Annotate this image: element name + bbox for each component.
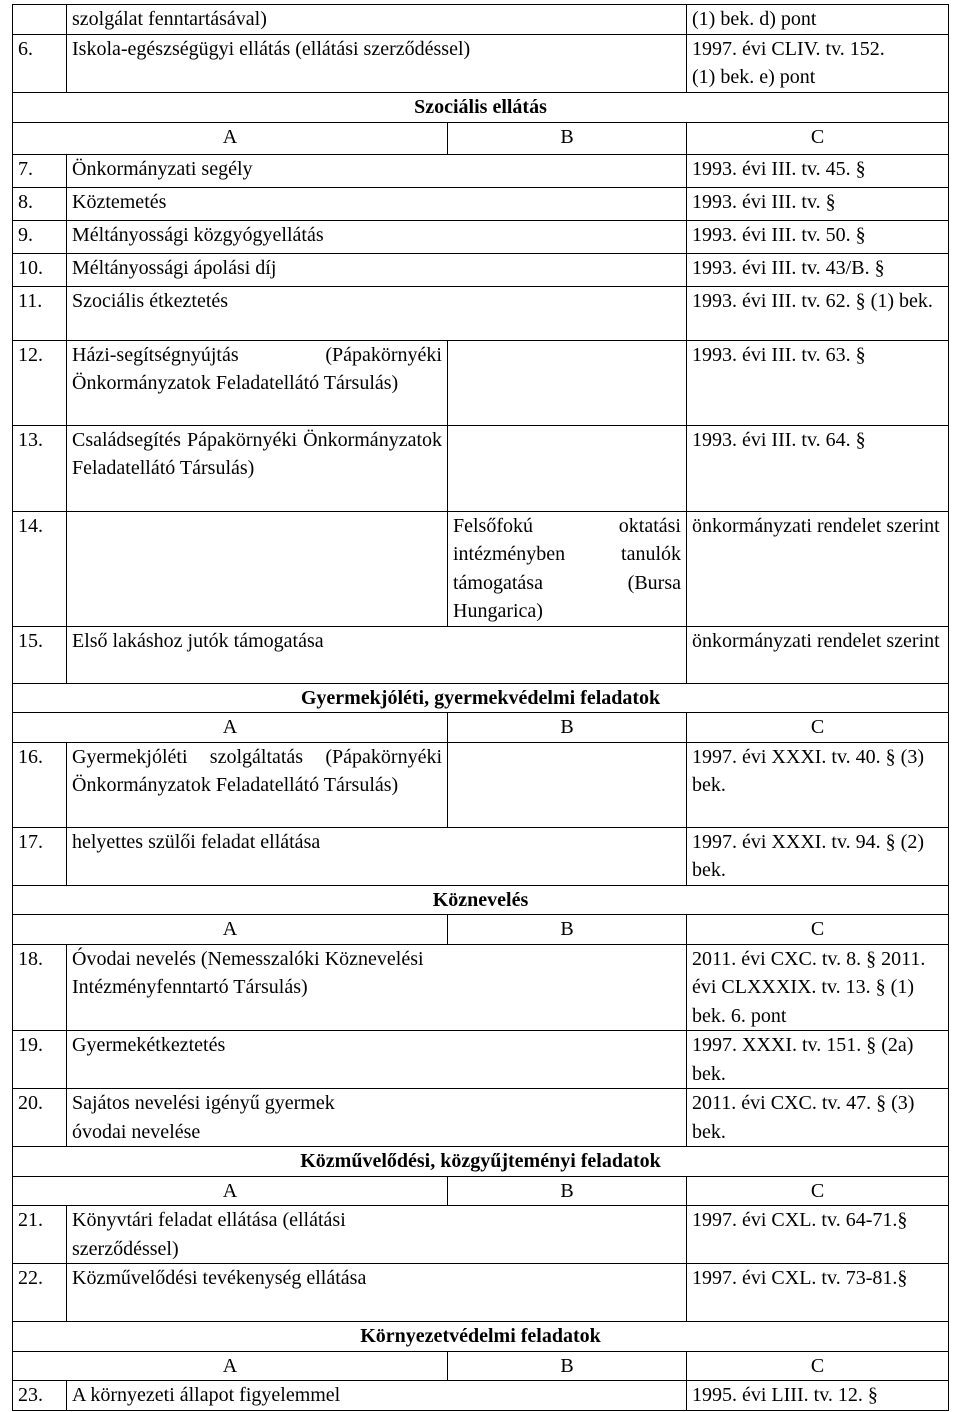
row-description: Méltányossági ápolási díj (67, 253, 687, 286)
column-header-row (13, 713, 949, 743)
row-legal-reference: önkormányzati rendelet szerint (687, 626, 949, 683)
row-legal-reference: 1993. évi III. tv. § (687, 187, 949, 220)
row-description: helyettes szülői feladat ellátása (67, 827, 687, 885)
column-header-a: A (13, 1176, 448, 1206)
table-row (13, 425, 949, 511)
column-header-c: C (687, 1351, 949, 1381)
section-title: Köznevelés (13, 885, 949, 915)
row-legal-reference: 1993. évi III. tv. 45. § (687, 154, 949, 187)
row-description: Iskola-egészségügyi ellátás (ellátási szerződéssel) (67, 34, 687, 92)
row-description: Házi-segítségnyújtás (Pápakörnyéki Önkormányzatok Feladatellátó Társulás) (67, 340, 448, 425)
legal-reference-line: (1) bek. e) pont (692, 66, 816, 88)
row-description: Felsőfokú oktatási intézményben tanulók támogatása (Bursa Hungarica) (448, 511, 687, 626)
row-legal-reference: 1993. évi III. tv. 64. § (687, 425, 949, 511)
row-number: 20. (13, 1089, 67, 1147)
column-header-c: C (687, 1176, 949, 1206)
row-description: A környezeti állapot figyelemmel (67, 1381, 687, 1411)
row-number: 14. (13, 511, 67, 626)
row-number: 15. (13, 626, 67, 683)
row-description: Első lakáshoz jutók támogatása (67, 626, 687, 683)
row-number: 22. (13, 1264, 67, 1322)
column-header-row (13, 1176, 949, 1206)
row-description: Köztemetés (67, 187, 687, 220)
column-header-a: A (13, 915, 448, 945)
row-legal-reference: 1997. évi XXXI. tv. 94. § (2) bek. (687, 827, 949, 885)
section-heading-row (13, 1322, 949, 1352)
row-description: Közművelődési tevékenység ellátása (67, 1264, 687, 1322)
section-heading-row (13, 683, 949, 713)
row-empty (67, 511, 448, 626)
row-legal-reference (687, 34, 949, 92)
section-heading-row (13, 885, 949, 915)
row-description: Családsegítés Pápakörnyéki Önkormányzatok Feladatellátó Társulás) (67, 425, 448, 511)
column-header-b: B (448, 122, 687, 154)
row-number: 18. (13, 944, 67, 1031)
section-title: Szociális ellátás (13, 92, 949, 122)
column-header-row (13, 122, 949, 154)
column-header-b: B (448, 915, 687, 945)
row-description: Önkormányzati segély (67, 154, 687, 187)
row-description: szolgálat fenntartásával) (67, 5, 687, 35)
row-number: 12. (13, 340, 67, 425)
table-row (13, 340, 949, 425)
row-description: Könyvtári feladat ellátása (ellátási szerződéssel) (67, 1206, 687, 1264)
table-row (13, 5, 949, 35)
row-description: Szociális étkeztetés (67, 286, 687, 340)
row-legal-reference: önkormányzati rendelet szerint (687, 511, 949, 626)
table-row (13, 626, 949, 683)
table-row (13, 1089, 949, 1147)
row-legal-reference: 1997. évi XXXI. tv. 40. § (3) bek. (687, 742, 949, 827)
row-extra (448, 425, 687, 511)
row-number (13, 5, 67, 35)
table-row (13, 511, 949, 626)
table-row (13, 187, 949, 220)
row-number: 16. (13, 742, 67, 827)
column-header-a: A (13, 1351, 448, 1381)
row-number: 23. (13, 1381, 67, 1411)
row-legal-reference: 1993. évi III. tv. 50. § (687, 220, 949, 253)
row-legal-reference: 1995. évi LIII. tv. 12. § (687, 1381, 949, 1411)
row-number: 9. (13, 220, 67, 253)
row-legal-reference: 1997. XXXI. tv. 151. § (2a) bek. (687, 1031, 949, 1089)
row-legal-reference: 1993. évi III. tv. 43/B. § (687, 253, 949, 286)
column-header-c: C (687, 122, 949, 154)
section-heading-row (13, 92, 949, 122)
row-legal-reference: 2011. évi CXC. tv. 47. § (3) bek. (687, 1089, 949, 1147)
table-row (13, 154, 949, 187)
section-title: Gyermekjóléti, gyermekvédelmi feladatok (13, 683, 949, 713)
column-header-b: B (448, 713, 687, 743)
row-number: 10. (13, 253, 67, 286)
column-header-b: B (448, 1176, 687, 1206)
row-number: 6. (13, 34, 67, 92)
table-row (13, 286, 949, 340)
row-legal-reference: (1) bek. d) pont (687, 5, 949, 35)
column-header-row (13, 1351, 949, 1381)
table-row (13, 1381, 949, 1411)
column-header-c: C (687, 713, 949, 743)
legal-reference-line: 1997. évi CLIV. tv. 152. (692, 37, 885, 60)
table-row (13, 944, 949, 1031)
table-row (13, 827, 949, 885)
column-header-a: A (13, 713, 448, 743)
section-heading-row (13, 1147, 949, 1177)
row-number: 21. (13, 1206, 67, 1264)
row-legal-reference: 1997. évi CXL. tv. 73-81.§ (687, 1264, 949, 1322)
row-legal-reference: 2011. évi CXC. tv. 8. § 2011. évi CLXXXIX. tv. 13. § (1) bek. 6. pont (687, 944, 949, 1031)
row-legal-reference: 1993. évi III. tv. 63. § (687, 340, 949, 425)
row-number: 11. (13, 286, 67, 340)
row-number: 19. (13, 1031, 67, 1089)
row-description: Gyermekétkeztetés (67, 1031, 687, 1089)
section-title: Közművelődési, közgyűjteményi feladatok (13, 1147, 949, 1177)
row-number: 13. (13, 425, 67, 511)
table-row (13, 220, 949, 253)
column-header-a: A (13, 122, 448, 154)
row-number: 8. (13, 187, 67, 220)
row-description: Gyermekjóléti szolgáltatás (Pápakörnyéki Önkormányzatok Feladatellátó Társulás) (67, 742, 448, 827)
row-legal-reference: 1993. évi III. tv. 62. § (1) bek. (687, 286, 949, 340)
row-extra (448, 340, 687, 425)
row-number: 17. (13, 827, 67, 885)
table-row (13, 253, 949, 286)
table-row (13, 1264, 949, 1322)
column-header-c: C (687, 915, 949, 945)
row-description: Óvodai nevelés (Nemesszalóki Köznevelési Intézményfenntartó Társulás) (67, 944, 687, 1031)
section-title: Környezetvédelmi feladatok (13, 1322, 949, 1352)
column-header-b: B (448, 1351, 687, 1381)
table-row (13, 34, 949, 92)
document-table (12, 4, 949, 1411)
row-description: Sajátos nevelési igényű gyermek óvodai nevelése (67, 1089, 687, 1147)
row-extra (448, 742, 687, 827)
row-description: Méltányossági közgyógyellátás (67, 220, 687, 253)
row-number: 7. (13, 154, 67, 187)
column-header-row (13, 915, 949, 945)
table-row (13, 1206, 949, 1264)
row-legal-reference: 1997. évi CXL. tv. 64-71.§ (687, 1206, 949, 1264)
table-row (13, 742, 949, 827)
table-row (13, 1031, 949, 1089)
